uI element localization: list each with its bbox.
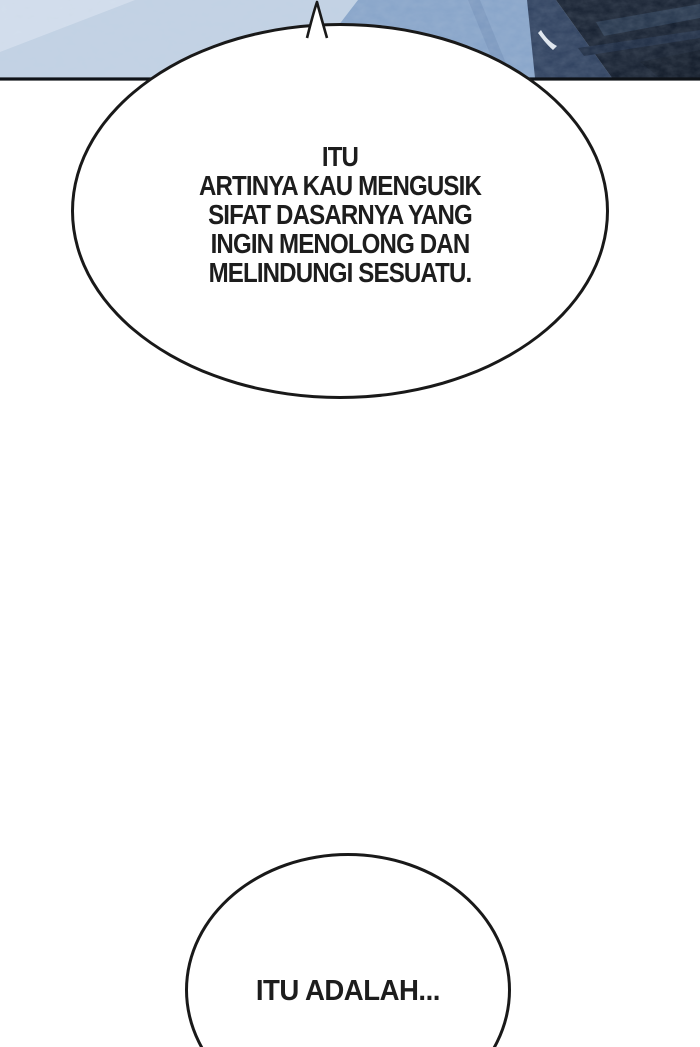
speech-line: INGIN MENOLONG DAN (210, 227, 470, 259)
speech-text-bottom (256, 856, 440, 1006)
speech-line: ARTINYA KAU MENGUSIK (198, 169, 482, 201)
speech-text-main (199, 142, 481, 287)
speech-line: MELINDUNGI SESUATU. (208, 256, 472, 288)
speech-bubble-bottom (185, 853, 511, 1047)
speech-line: SIFAT DASARNYA YANG (208, 198, 472, 230)
speech-bubble-tail (296, 0, 340, 44)
speech-line: ITU ADALAH... (255, 975, 441, 1007)
speech-line: ITU (321, 140, 359, 172)
tail-spike-shape (307, 2, 327, 38)
speech-bubble-main (71, 23, 609, 399)
